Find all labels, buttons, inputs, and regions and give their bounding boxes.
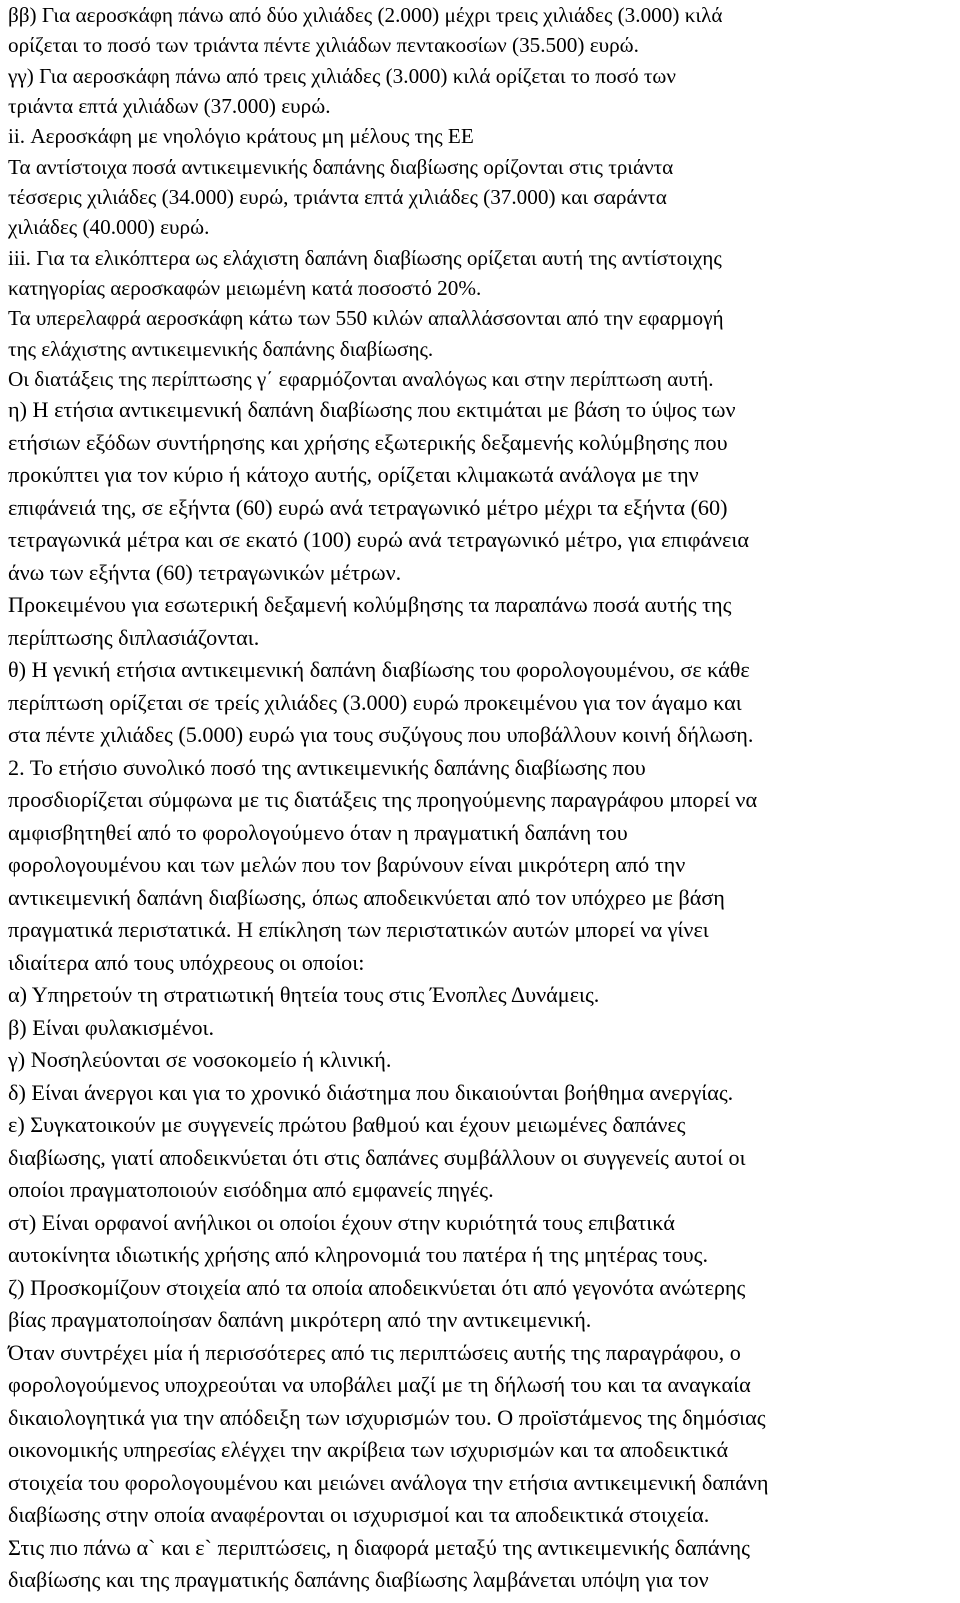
text-line: β) Είναι φυλακισμένοι. (8, 1014, 215, 1040)
text-line: αμφισβητηθεί από το φορολογούμενο όταν η πραγματική δαπάνη του (8, 819, 628, 845)
text-line: φορολογουμένου και των μελών που τον βαρύνουν είναι μικρότερη από την (8, 852, 686, 878)
text-line: Τα υπερελαφρά αεροσκάφη κάτω των 550 κιλών απαλλάσσονται από την εφαρμογή (8, 306, 724, 331)
section-aircraft-provisions (8, 0, 953, 394)
text-line: ορίζεται το ποσό των τριάντα πέντε χιλιάδων πεντακοσίων (35.500) ευρώ. (8, 33, 639, 58)
text-line: iii. Για τα ελικόπτερα ως ελάχιστη δαπάνη διαβίωσης ορίζεται αυτή της αντίστοιχης (8, 245, 722, 270)
text-line: προκύπτει για τον κύριο ή κάτοχο αυτής, ορίζεται κλιμακωτά ανάλογα με την (8, 462, 699, 488)
text-line: πραγματικά περιστατικά. Η επίκληση των περιστατικών αυτών μπορεί να γίνει (8, 917, 709, 943)
text-line: δ) Είναι άνεργοι και για το χρονικό διάστημα που δικαιούνται βοήθημα ανεργίας. (8, 1079, 734, 1105)
text-line: στοιχεία του φορολογουμένου και μειώνει ανάλογα την ετήσια αντικειμενική δαπάνη (8, 1469, 769, 1495)
text-line: διαβίωσης και της πραγματικής δαπάνης διαβίωσης λαμβάνεται υπόψη για τον (8, 1567, 709, 1593)
text-line: κατηγορίας αεροσκαφών μειωμένη κατά ποσοστό 20%. (8, 276, 482, 301)
text-line: η) Η ετήσια αντικειμενική δαπάνη διαβίωσης που εκτιμάται με βάση το ύψος των (8, 397, 736, 423)
text-line: άνω των εξήντα (60) τετραγωνικών μέτρων. (8, 559, 402, 585)
text-line: τέσσερις χιλιάδες (34.000) ευρώ, τριάντα επτά χιλιάδες (37.000) και σαράντα (8, 185, 667, 210)
text-line: επιφάνειά της, σε εξήντα (60) ευρώ ανά τετραγωνικό μέτρο μέχρι τα εξήντα (60) (8, 494, 728, 520)
text-line: γγ) Για αεροσκάφη πάνω από τρεις χιλιάδες (3.000) κιλά ορίζεται το ποσό των (8, 63, 676, 88)
text-line: Όταν συντρέχει μία ή περισσότερες από τις περιπτώσεις αυτής της παραγράφου, ο (8, 1339, 741, 1365)
text-line: διαβίωσης στην οποία αναφέρονται οι ισχυρισμοί και τα αποδεικτικά στοιχεία. (8, 1502, 710, 1528)
text-line: τριάντα επτά χιλιάδων (37.000) ευρώ. (8, 94, 331, 119)
text-line: ιδιαίτερα από τους υπόχρεους οι οποίοι: (8, 949, 365, 975)
text-line: 2. Το ετήσιο συνολικό ποσό της αντικειμενικής δαπάνης διαβίωσης που (8, 754, 646, 780)
section-pool-and-general-provisions (8, 394, 953, 1597)
text-line: στα πέντε χιλιάδες (5.000) ευρώ για τους συζύγους που υποβάλλουν κοινή δήλωση. (8, 722, 754, 748)
text-line: περίπτωσης διπλασιάζονται. (8, 624, 260, 650)
text-line: στ) Είναι ορφανοί ανήλικοι οι οποίοι έχουν στην κυριότητά τους επιβατικά (8, 1209, 675, 1235)
text-line: ii. Αεροσκάφη με νηολόγιο κράτους μη μέλους της ΕΕ (8, 124, 474, 149)
text-line: ζ) Προσκομίζουν στοιχεία από τα οποία αποδεικνύεται ότι από γεγονότα ανώτερης (8, 1274, 746, 1300)
text-line: οποίοι πραγματοποιούν εισόδημα από εμφανείς πηγές. (8, 1177, 494, 1203)
text-line: ββ) Για αεροσκάφη πάνω από δύο χιλιάδες (2.000) μέχρι τρεις χιλιάδες (3.000) κιλά (8, 3, 723, 27)
text-line: θ) Η γενική ετήσια αντικειμενική δαπάνη διαβίωσης του φορολογουμένου, σε κάθε (8, 657, 750, 683)
text-line: Οι διατάξεις της περίπτωσης γ΄ εφαρμόζονται αναλόγως και στην περίπτωση αυτή. (8, 367, 714, 392)
text-line: Προκειμένου για εσωτερική δεξαμενή κολύμβησης τα παραπάνω ποσά αυτής της (8, 592, 732, 618)
text-line: φορολογούμενος υποχρεούται να υποβάλει μαζί με τη δήλωσή του και τα αναγκαία (8, 1372, 751, 1398)
text-line: δικαιολογητικά για την απόδειξη των ισχυρισμών του. Ο προϊστάμενος της δημόσιας (8, 1404, 766, 1430)
text-line: α) Υπηρετούν τη στρατιωτική θητεία τους στις Ένοπλες Δυνάμεις. (8, 982, 600, 1008)
text-line: ε) Συγκατοικούν με συγγενείς πρώτου βαθμού και έχουν μειωμένες δαπάνες (8, 1112, 686, 1138)
text-line: περίπτωση ορίζεται σε τρείς χιλιάδες (3.000) ευρώ προκειμένου για τον άγαμο και (8, 689, 742, 715)
text-line: οικονομικής υπηρεσίας ελέγχει την ακρίβεια των ισχυρισμών και τα αποδεικτικά (8, 1437, 729, 1463)
text-line: χιλιάδες (40.000) ευρώ. (8, 215, 210, 240)
text-line: ετήσιων εξόδων συντήρησης και χρήσης εξωτερικής δεξαμενής κολύμβησης που (8, 429, 728, 455)
document-page (8, 0, 953, 1597)
text-line: βίας πραγματοποίησαν δαπάνη μικρότερη από την αντικειμενική. (8, 1307, 592, 1333)
text-line: Τα αντίστοιχα ποσά αντικειμενικής δαπάνης διαβίωσης ορίζονται στις τριάντα (8, 154, 674, 179)
text-line: γ) Νοσηλεύονται σε νοσοκομείο ή κλινική. (8, 1047, 392, 1073)
text-line: προσδιορίζεται σύμφωνα με τις διατάξεις της προηγούμενης παραγράφου μπορεί να (8, 787, 758, 813)
text-line: αυτοκίνητα ιδιωτικής χρήσης από κληρονομιά του πατέρα ή της μητέρας τους. (8, 1242, 708, 1268)
text-line: τετραγωνικά μέτρα και σε εκατό (100) ευρώ ανά τετραγωνικό μέτρο, για επιφάνεια (8, 527, 749, 553)
text-line: αντικειμενική δαπάνη διαβίωσης, όπως αποδεικνύεται από τον υπόχρεο με βάση (8, 884, 725, 910)
text-line: διαβίωσης, γιατί αποδεικνύεται ότι στις δαπάνες συμβάλλουν οι συγγενείς αυτοί οι (8, 1144, 746, 1170)
text-line: της ελάχιστης αντικειμενικής δαπάνης διαβίωσης. (8, 336, 434, 361)
text-line: Στις πιο πάνω α` και ε` περιπτώσεις, η διαφορά μεταξύ της αντικειμενικής δαπάνης (8, 1534, 750, 1560)
